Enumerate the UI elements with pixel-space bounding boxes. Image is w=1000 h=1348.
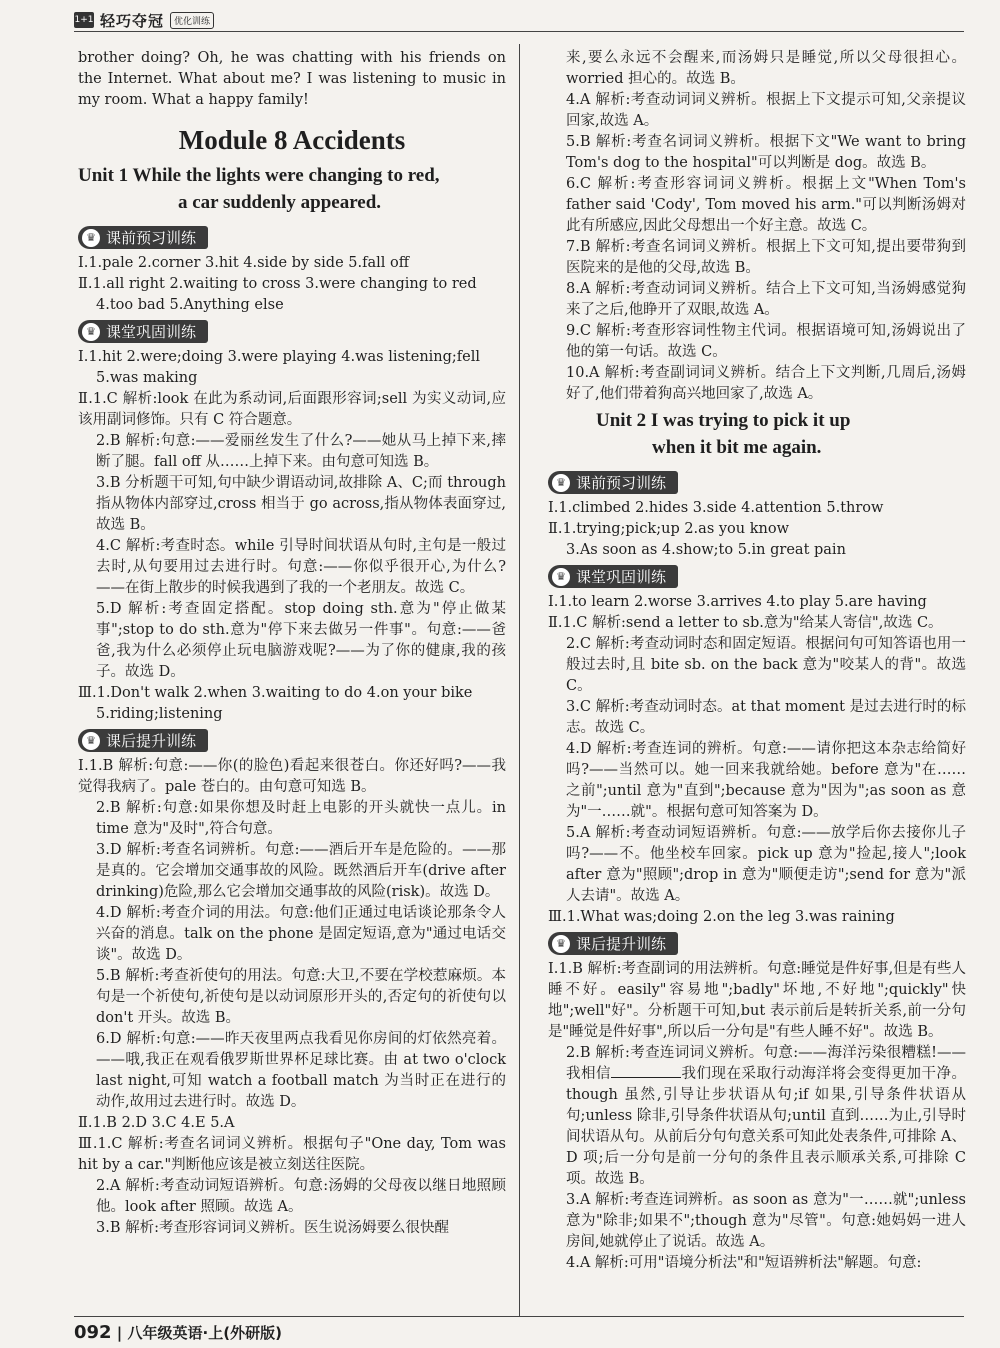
crown-icon: ♛ xyxy=(82,323,100,341)
footer-divider xyxy=(74,1316,964,1317)
section-label: 课前预习训练 xyxy=(576,474,667,492)
unit1-title-line1: Unit 1 While the lights were changing to red, xyxy=(78,165,440,186)
module-title: Module 8 Accidents xyxy=(178,125,406,155)
section-label: 课后提升训练 xyxy=(106,732,197,750)
page-header xyxy=(74,10,214,30)
header-divider xyxy=(74,31,964,32)
answer-line: Ⅲ.1.What was;doing 2.on the leg 3.was raining xyxy=(548,909,895,925)
answer-item: 5.B 解析:考查名词词义辨析。根据下文"We want to bring Tom's dog to the hospital"可以判断是 dog。故选 B。 xyxy=(566,134,966,171)
answer-item: 7.B 解析:考查名词词义辨析。根据上下文可知,提出要带狗到医院来的是他的父母,故选 B。 xyxy=(566,239,966,276)
answer-text: 2.B 解析:考查连词词义辨析。句意:——海洋污染很糟糕!——我相信 xyxy=(566,1045,966,1082)
page-number: 092 xyxy=(74,1322,112,1343)
answer-line: 3.As soon as 4.show;to 5.in great pain xyxy=(566,542,846,558)
answer-item: 2.C 解析:考查动词时态和固定短语。根据问句可知答语也用一般过去时,且 bite sb. on the back 意为"咬某人的背"。故选 C。 xyxy=(566,636,966,694)
answer-line: Ⅰ.1.hit 2.were;doing 3.were playing 4.was listening;fell xyxy=(78,349,481,365)
answer-item: 2.A 解析:考查动词短语辨析。句意:汤姆的父母夜以继日地照顾他。look after 照顾。故选 A。 xyxy=(96,1178,506,1215)
answer-item: 6.C 解析:考查形容词词义辨析。根据上文"When Tom's father said 'Cody', Tom moved his arm."可以判断汤姆对此有所感应,因此父母想出一个好主意。故选 C。 xyxy=(566,176,966,234)
intro-text: brother doing? Oh, he was chatting with his friends on the Internet. What about me? I was listening to music in my room. What a happy family! xyxy=(78,50,506,108)
answer-line: 4.too bad 5.Anything else xyxy=(96,297,284,313)
answer-line: Ⅱ.1.all right 2.waiting to cross 3.were changing to red xyxy=(78,276,477,292)
answer-item: 4.A 解析:考查动词词义辨析。根据上下文提示可知,父亲提议回家,故选 A。 xyxy=(566,92,966,129)
section-label: 课堂巩固训练 xyxy=(106,323,197,341)
answer-item: Ⅱ.1.C 解析:look 在此为系动词,后面跟形容词;sell 为实义动词,应该用副词修饰。只有 C 符合题意。 xyxy=(78,391,506,428)
answer-line: Ⅱ.1.B 2.D 3.C 4.E 5.A xyxy=(78,1115,235,1131)
fill-blank xyxy=(611,1077,681,1078)
answer-item: Ⅰ.1.B 解析:句意:——你(的脸色)看起来很苍白。你还好吗?——我觉得我病了。pale 苍白的。由句意可知选 B。 xyxy=(78,758,506,795)
answer-item: Ⅰ.1.B 解析:考查副词的用法辨析。句意:睡觉是件好事,但是有些人睡不好。easily"容易地";badly"坏地,不好地";quickly"快地";well"好"。分析题干可知,but 表示前后是转折关系,前一分句是"睡觉是件好事",所以后一分句是"有些人睡不好"。故选 B。 xyxy=(548,961,966,1040)
answer-item: 5.D 解析:考查固定搭配。stop doing sth.意为"停止做某事";stop to do sth.意为"停下来去做另一件事"。句意:——爸爸,我为什么必须停止玩电脑游戏呢?——为了你的健康,我的孩子。故选 D。 xyxy=(96,601,506,680)
answer-item: 4.D 解析:考查连词的辨析。句意:——请你把这本杂志给简好吗?——当然可以。她一回来我就给她。before 意为"在……之前";until 意为"直到";because 意为"因为";as soon as 意为"一……就"。根据句意可知答案为 D。 xyxy=(566,741,966,820)
answer-item: 9.C 解析:考查形容词性物主代词。根据语境可知,汤姆说出了他的第一句话。故选 C。 xyxy=(566,323,966,360)
answer-item: 4.C 解析:考查时态。while 引导时间状语从句时,主句是一般过去时,从句要用过去进行时。句意:——你似乎很开心,为什么?——在街上散步的时候我遇到了我的一个老朋友。故选 C。 xyxy=(96,538,506,596)
unit2-title-line2: when it bit me again. xyxy=(652,437,822,458)
answer-item: 3.D 解析:考查名词辨析。句意:——酒后开车是危险的。——那是真的。它会增加交通事故的风险。既然酒后开车(drive after drinking)危险,那么它会增加交通事故的风险(risk)。故选 D。 xyxy=(96,842,506,900)
answer-line: Ⅰ.1.climbed 2.hides 3.side 4.attention 5.throw xyxy=(548,500,884,516)
crown-icon: ♛ xyxy=(82,229,100,247)
answer-item xyxy=(548,1043,966,1190)
section-header xyxy=(78,729,208,752)
answer-item: 5.B 解析:考查祈使句的用法。句意:大卫,不要在学校惹麻烦。本句是一个祈使句,祈使句是以动词原形开头的,否定句的祈使句以 don't 开头。故选 B。 xyxy=(96,968,506,1026)
answer-text: 我们现在采取行动海洋将会变得更加干净。though 虽然,引导让步状语从句;if 如果,引导条件状语从句;unless 除非,引导条件状语从句;until 直到……为止,引导时间状语从句。从前后分句句意关系可知此处表条件,可排除 A、D 项;后一分句是前一分句的条件且表示顺承关系,可排除 C 项。故选 B。 xyxy=(566,1066,966,1187)
answer-item: 来,要么永远不会醒来,而汤姆只是睡觉,所以父母很担心。worried 担心的。故选 B。 xyxy=(566,50,966,87)
answer-item: Ⅲ.1.C 解析:考查名词词义辨析。根据句子"One day, Tom was hit by a car."判断他应该是被立刻送往医院。 xyxy=(78,1136,506,1173)
answer-item: 10.A 解析:考查副词词义辨析。结合上下文判断,几周后,汤姆好了,他们带着狗高兴地回家了,故选 A。 xyxy=(566,365,966,402)
section-label: 课堂巩固训练 xyxy=(576,568,667,586)
series-subtitle: 优化训练 xyxy=(170,12,214,29)
section-label: 课前预习训练 xyxy=(106,229,197,247)
page-footer: 092 | 八年级英语·上(外研版) xyxy=(74,1322,282,1343)
answer-item: Ⅱ.1.C 解析:send a letter to sb.意为"给某人寄信",故选 C。 xyxy=(548,615,943,631)
crown-icon: ♛ xyxy=(552,568,570,586)
answer-line: Ⅲ.1.Don't walk 2.when 3.waiting to do 4.on your bike xyxy=(78,685,473,701)
section-header xyxy=(548,565,678,588)
crown-icon: ♛ xyxy=(82,732,100,750)
answer-item: 4.D 解析:考查介词的用法。句意:他们正通过电话谈论那条令人兴奋的消息。talk on the phone 是固定短语,意为"通过电话交谈"。故选 D。 xyxy=(96,905,506,963)
series-title: 轻巧夺冠 xyxy=(100,11,165,30)
unit2-title xyxy=(548,407,966,461)
answer-item: 2.B 解析:句意:——爱丽丝发生了什么?——她从马上掉下来,摔断了腿。fall off 从……上掉下来。由句意可知选 B。 xyxy=(96,433,506,470)
answer-item: 3.B 分析题干可知,句中缺少谓语动词,故排除 A、C;而 through 指从物体内部穿过,cross 相当于 go across,指从物体表面穿过,故选 B。 xyxy=(96,475,506,533)
unit1-title xyxy=(78,162,506,216)
crown-icon: ♛ xyxy=(552,935,570,953)
left-column xyxy=(78,48,506,1239)
answer-line: Ⅱ.1.trying;pick;up 2.as you know xyxy=(548,521,789,537)
answer-item: 6.D 解析:句意:——昨天夜里两点我看见你房间的灯依然亮着。——哦,我正在观看俄罗斯世界杯足球比赛。由 at two o'clock last night,可知 watch a football match 为当时正在进行的动作,故用过去进行时。故选 D。 xyxy=(96,1031,506,1110)
unit1-title-line2: a car suddenly appeared. xyxy=(178,192,382,213)
column-divider xyxy=(519,44,520,1316)
answer-item: 2.B 解析:句意:如果你想及时赶上电影的开头就快一点儿。in time 意为"及时",符合句意。 xyxy=(96,800,506,837)
book-title: 八年级英语·上(外研版) xyxy=(127,1324,282,1342)
section-header xyxy=(78,226,208,249)
section-header xyxy=(548,471,678,494)
right-column xyxy=(548,48,966,1274)
answer-line: Ⅰ.1.to learn 2.worse 3.arrives 4.to play 5.are having xyxy=(548,594,927,610)
section-header xyxy=(548,932,678,955)
logo-icon: 1+1 xyxy=(74,12,94,28)
answer-item: 3.A 解析:考查连词辨析。as soon as 意为"一……就";unless 意为"除非;如果不";though 意为"尽管"。句意:她妈妈一进人房间,她就停止了说话。故选 A。 xyxy=(566,1192,966,1250)
answer-item: 8.A 解析:考查动词词义辨析。结合上下文可知,当汤姆感觉狗来了之后,他睁开了双眼,故选 A。 xyxy=(566,281,966,318)
section-label: 课后提升训练 xyxy=(576,935,667,953)
answer-item: 3.C 解析:考查动词时态。at that moment 是过去进行时的标志。故选 C。 xyxy=(566,699,966,736)
answer-item: 5.A 解析:考查动词短语辨析。句意:——放学后你去接你儿子吗?——不。他坐校车回家。pick up 意为"捡起,接人";look after 意为"照顾";drop in 意为"顺便走访";send for 意为"派人去请"。故选 A。 xyxy=(566,825,966,904)
answer-item: 4.A 解析:可用"语境分析法"和"短语辨析法"解题。句意: xyxy=(566,1255,922,1271)
crown-icon: ♛ xyxy=(552,474,570,492)
answer-line: Ⅰ.1.pale 2.corner 3.hit 4.side by side 5.fall off xyxy=(78,255,410,271)
answer-line: 5.was making xyxy=(96,370,198,386)
answer-item: 3.B 解析:考查形容词词义辨析。医生说汤姆要么很快醒 xyxy=(96,1220,449,1236)
answer-line: 5.riding;listening xyxy=(96,706,223,722)
unit2-title-line1: Unit 2 I was trying to pick it up xyxy=(596,410,851,431)
section-header xyxy=(78,320,208,343)
